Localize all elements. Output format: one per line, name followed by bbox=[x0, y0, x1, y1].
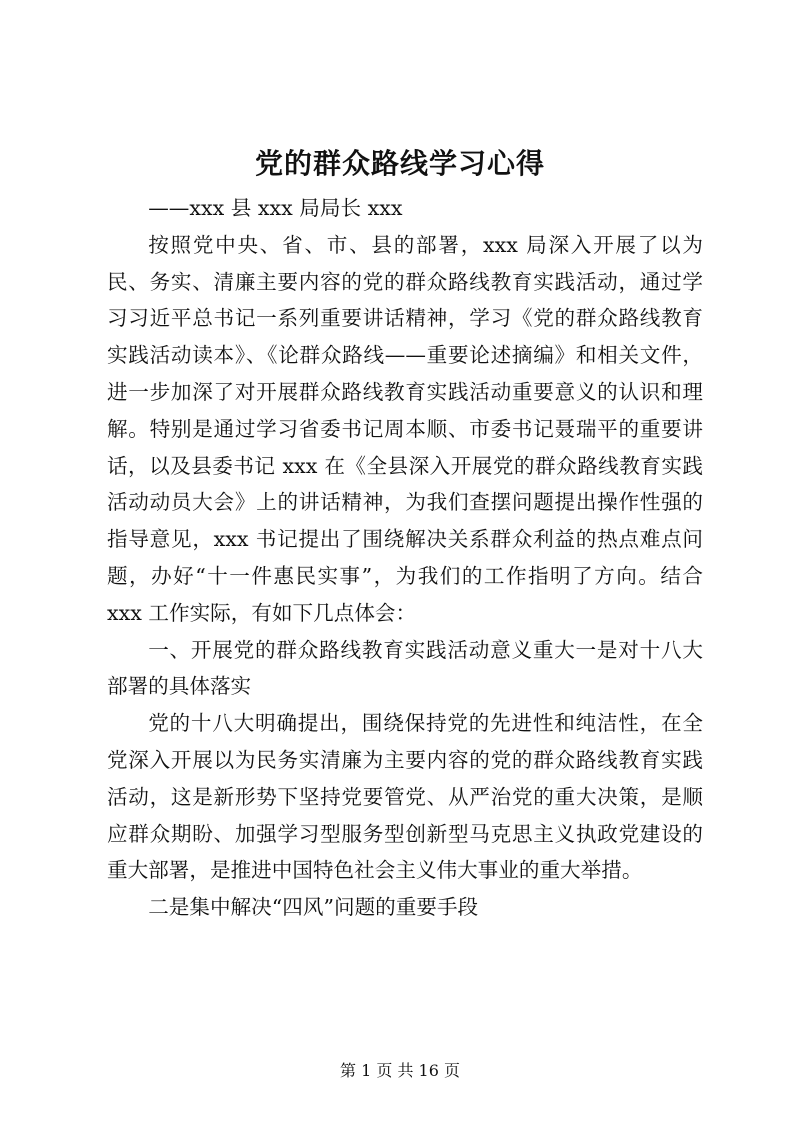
paragraph-1: 按照党中央、省、市、县的部署，xxx 局深入开展了以为民、务实、清廉主要内容的党的群众路线教育实践活动，通过学习习近平总书记一系列重要讲话精神，学习《党的群众路线教育实践活动读本》、《论群众路线——重要论述摘编》和相关文件，进一步加深了对开展群众路线教育实践活动重要意义的认识和理解。特别是通过学习省委书记周本顺、市委书记聂瑞平的重要讲话，以及县委书记 xxx 在《全县深入开展党的群众路线教育实践活动动员大会》上的讲话精神，为我们查摆问题提出操作性强的指导意见，xxx 书记提出了围绕解决关系群众利益的热点难点问题，办好“十一件惠民实事”，为我们的工作指明了方向。结合 xxx 工作实际，有如下几点体会： bbox=[107, 232, 703, 625]
document-title: 党的群众路线学习心得 bbox=[254, 147, 545, 180]
byline: ——xxx 县 xxx 局局长 xxx bbox=[148, 196, 403, 220]
paragraph-2: 党的十八大明确提出，围绕保持党的先进性和纯洁性，在全党深入开展以为民务实清廉为主要内容的党的群众路线教育实践活动，这是新形势下坚持党要管党、从严治党的重大决策，是顺应群众期盼、加强学习型服务型创新型马克思主义执政党建设的重大部署，是推进中国特色社会主义伟大事业的重大举措。 bbox=[107, 711, 703, 883]
section-heading-1: 一、开展党的群众路线教育实践活动意义重大一是对十八大部署的具体落实 bbox=[107, 637, 703, 699]
document-body bbox=[107, 190, 703, 926]
section-heading-2: 二是集中解决“四风”问题的重要手段 bbox=[148, 895, 479, 920]
page-number: 第 1 页 共 16 页 bbox=[340, 1061, 460, 1080]
